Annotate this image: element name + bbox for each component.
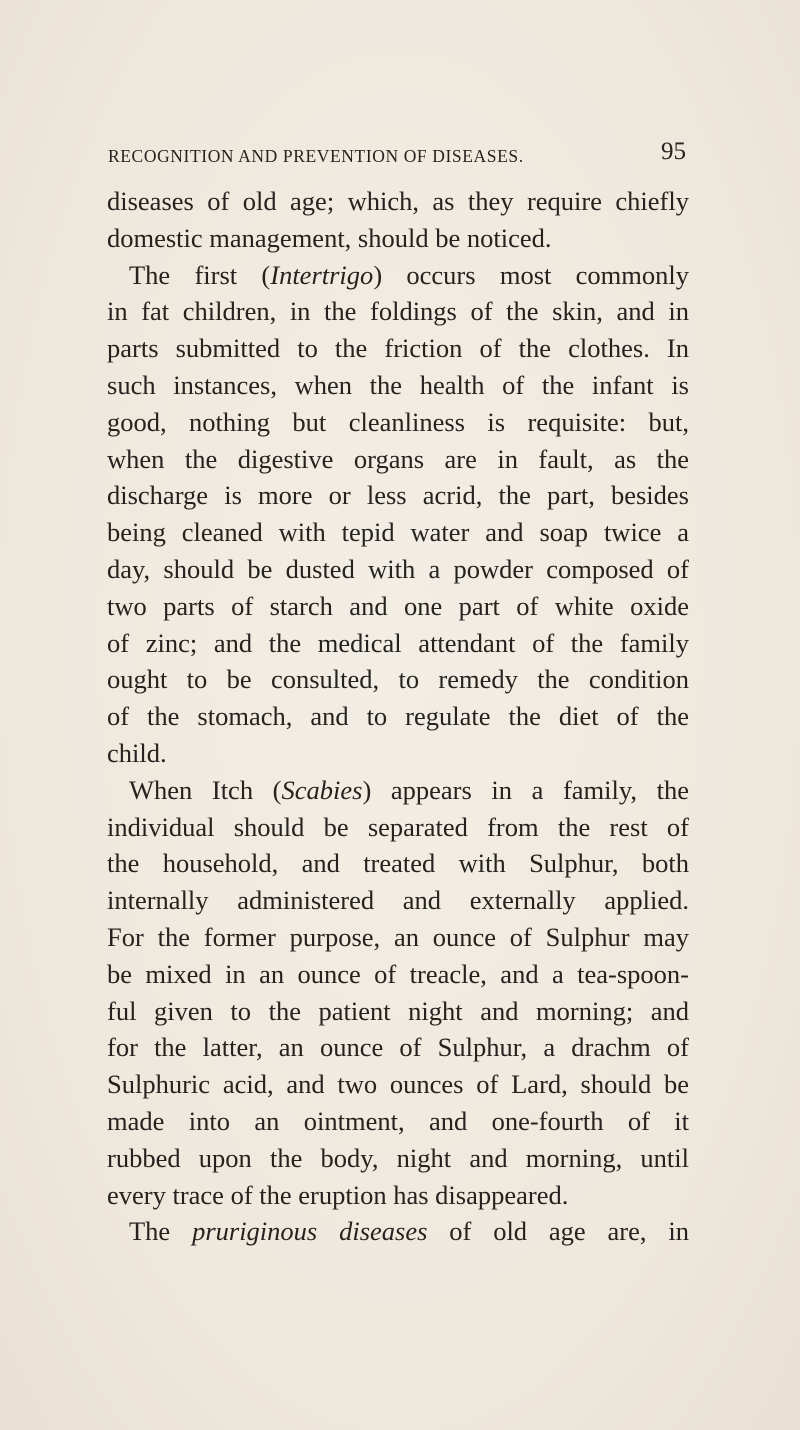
text-line bbox=[107, 772, 689, 809]
text-span: ) occurs most commonly bbox=[373, 259, 689, 290]
text-line: domestic management, should be noticed. bbox=[107, 222, 552, 253]
text-line bbox=[107, 1213, 689, 1250]
italic-term: pruriginous diseases bbox=[192, 1216, 428, 1247]
text-span: The first ( bbox=[129, 259, 271, 290]
text-line: of zinc; and the medical attendant of the family bbox=[107, 627, 689, 658]
text-line: for the latter, an ounce of Sulphur, a drachm of bbox=[107, 1032, 689, 1063]
text-span: The bbox=[129, 1216, 193, 1247]
text-line: internally administered and externally applied. bbox=[107, 885, 689, 916]
text-line: For the former purpose, an ounce of Sulphur may bbox=[107, 921, 689, 952]
text-line: ought to be consulted, to remedy the condition bbox=[107, 664, 689, 695]
text-line: good, nothing but cleanliness is requisite: but, bbox=[107, 406, 689, 437]
text-line: made into an ointment, and one-fourth of it bbox=[107, 1105, 689, 1136]
text-span: ) appears in a family, the bbox=[362, 774, 689, 805]
text-line: child. bbox=[107, 737, 167, 768]
text-line: every trace of the eruption has disappeared. bbox=[107, 1179, 569, 1210]
text-span: When Itch ( bbox=[129, 774, 282, 805]
text-line: such instances, when the health of the infant is bbox=[107, 369, 689, 400]
text-line: being cleaned with tepid water and soap twice a bbox=[107, 517, 689, 548]
text-line: diseases of old age; which, as they require chiefly bbox=[107, 186, 689, 216]
text-line: two parts of starch and one part of white oxide bbox=[107, 590, 689, 621]
text-line: rubbed upon the body, night and morning, until bbox=[107, 1142, 689, 1173]
running-head: RECOGNITION AND PREVENTION OF DISEASES. bbox=[108, 146, 524, 166]
text-line: individual should be separated from the rest of bbox=[107, 811, 689, 842]
text-line: the household, and treated with Sulphur, both bbox=[107, 848, 689, 879]
page-header bbox=[108, 138, 686, 174]
text-line: ful given to the patient night and morning; and bbox=[107, 995, 689, 1026]
italic-term: Intertrigo bbox=[270, 259, 374, 290]
text-line: discharge is more or less acrid, the part, besides bbox=[107, 480, 689, 511]
text-span: of old age are, in bbox=[427, 1216, 689, 1247]
body-text bbox=[107, 183, 689, 1250]
text-line: day, should be dusted with a powder composed of bbox=[107, 553, 689, 584]
text-line: parts submitted to the friction of the clothes. In bbox=[107, 333, 689, 364]
page-number: 95 bbox=[661, 138, 686, 165]
text-line: Sulphuric acid, and two ounces of Lard, should be bbox=[107, 1069, 689, 1100]
text-line: in fat children, in the foldings of the skin, and in bbox=[107, 296, 689, 327]
text-line: be mixed in an ounce of treacle, and a tea-spoon- bbox=[107, 958, 689, 989]
text-line: of the stomach, and to regulate the diet of the bbox=[107, 701, 689, 732]
text-line bbox=[107, 257, 689, 294]
italic-term: Scabies bbox=[281, 774, 363, 805]
text-line: when the digestive organs are in fault, as the bbox=[107, 443, 689, 474]
